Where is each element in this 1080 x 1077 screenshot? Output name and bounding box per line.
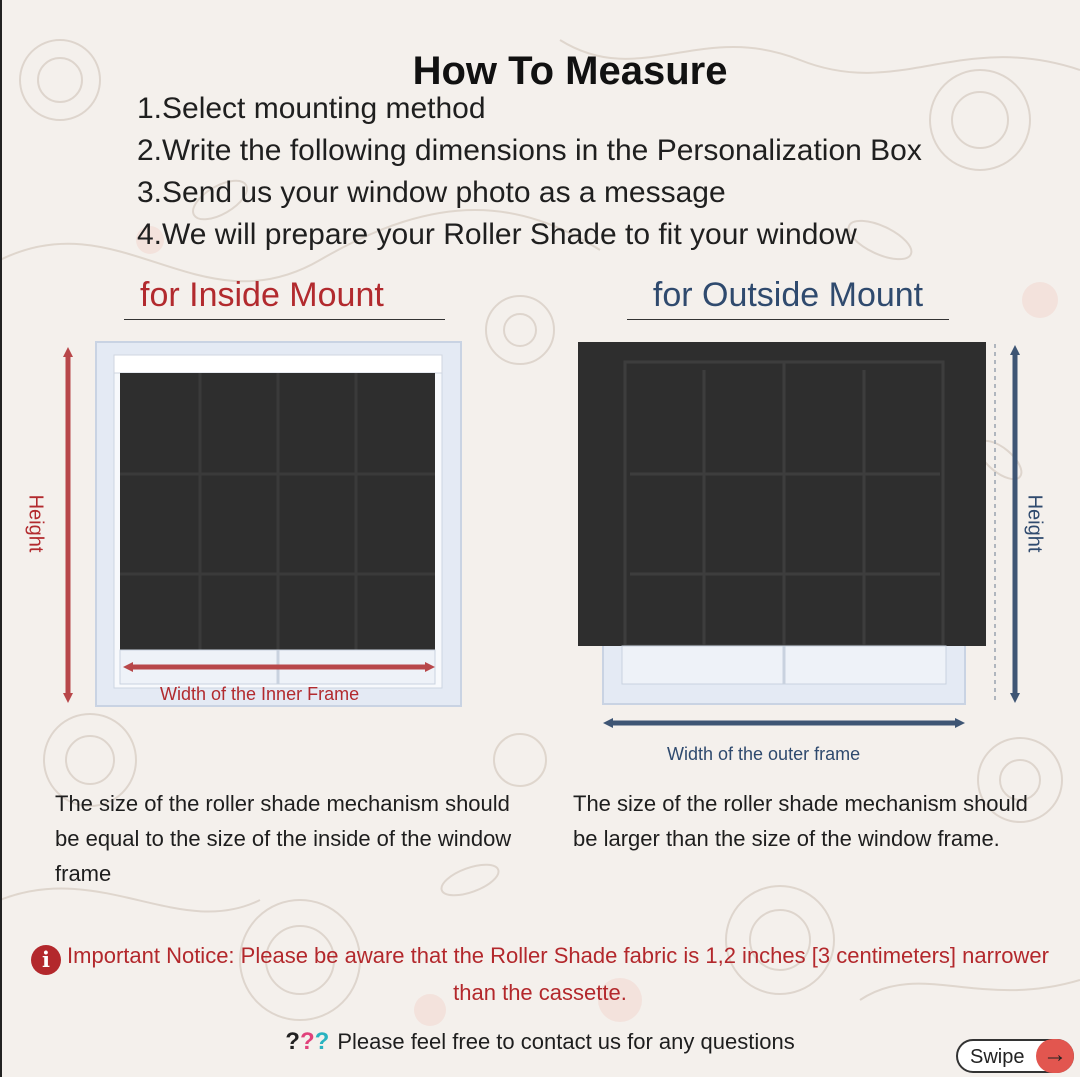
step-text: We will prepare your Roller Shade to fit your window [162,218,857,251]
info-icon: i [31,945,61,975]
step-number: 4. [136,218,162,251]
step-number: 1. [136,92,162,125]
question-marks-logo-icon: ??? [285,1028,330,1055]
title-bold: How To [412,48,555,93]
inner-frame-width-label: Width of the Inner Frame [160,684,360,704]
inside-height-label: Height [24,494,47,553]
contact-line [0,1028,1080,1056]
outside-mount-description: The size of the roller shade mechanism should be larger than the size of the window frame. [573,791,1028,851]
outside-mount-heading: for Outside Mount [627,276,949,320]
step-text: Send us your window photo as a message [162,176,726,209]
outside-mount-window [578,342,995,704]
notice-text: Important Notice: Please be aware that the Roller Shade fabric is 1,2 inches [3 centimeters] narrower than the cassette. [67,943,1049,1005]
inside-mount-window [96,342,461,706]
step-number: 3. [136,176,162,209]
inside-mount-heading: for Inside Mount [124,276,445,320]
swipe-button[interactable] [956,1039,1074,1073]
inside-mount-description: The size of the roller shade mechanism should be equal to the size of the inside of the window frame [55,791,512,886]
important-notice [20,938,1060,1010]
outside-height-label: Height [1023,494,1046,553]
step-text: Write the following dimensions in the Personalization Box [162,134,922,167]
arrow-right-icon: → [1036,1039,1074,1073]
step-text: Select mounting method [162,92,486,125]
contact-text: Please feel free to contact us for any questions [337,1029,795,1054]
title-rest: Measure [554,48,728,93]
swipe-label: Swipe [970,1046,1025,1068]
step-number: 2. [136,134,162,167]
outer-frame-width-label: Width of the outer frame [667,744,861,764]
